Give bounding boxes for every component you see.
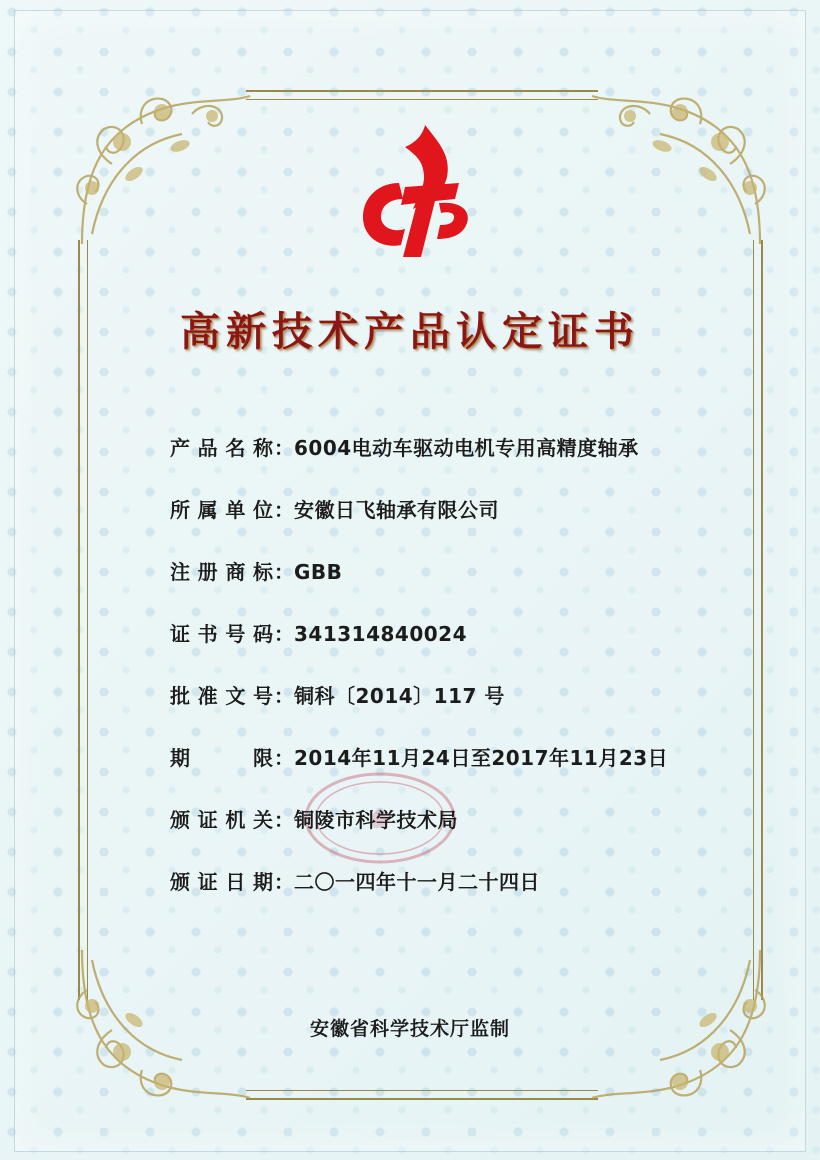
field-label: 注册商标 (170, 560, 274, 584)
field-label: 颁证机关 (170, 808, 274, 832)
frame-right-border (753, 240, 763, 1000)
field-colon: ： (274, 436, 294, 460)
frame-top-border (246, 90, 598, 100)
supervisor-footer: 安徽省科学技术厅监制 (309, 1018, 510, 1040)
field-colon: ： (274, 622, 294, 646)
field-label: 期 限 (170, 746, 274, 770)
field-colon: ： (274, 808, 294, 832)
field-label: 颁证日期 (170, 870, 274, 894)
field-value: 341314840024 (294, 622, 467, 646)
field-label: 产品名称 (170, 436, 274, 460)
frame-left-border (78, 240, 88, 1000)
torch-flame-emblem-icon (355, 125, 475, 260)
field-value: 安徽日飞轴承有限公司 (294, 498, 499, 522)
floral-ornament-icon (62, 84, 252, 254)
floral-ornament-icon (590, 84, 780, 254)
certificate-title: 高新技术产品认定证书 (180, 308, 640, 355)
field-validity-period (170, 742, 730, 804)
certificate-fields (170, 432, 730, 928)
field-issue-date (170, 866, 730, 928)
frame-bottom-border (246, 1090, 598, 1100)
field-value: 6004电动车驱动电机专用高精度轴承 (294, 436, 639, 460)
field-label: 证书号码 (170, 622, 274, 646)
field-value: 铜科〔2014〕117 号 (294, 684, 505, 708)
field-value: 二〇一四年十一月二十四日 (294, 870, 540, 894)
field-product-name (170, 432, 730, 494)
field-value: GBB (294, 560, 343, 584)
field-colon: ： (274, 870, 294, 894)
field-label: 批准文号 (170, 684, 274, 708)
field-value: 铜陵市科学技术局 (294, 808, 458, 832)
field-issuing-authority (170, 804, 730, 866)
field-colon: ： (274, 560, 294, 584)
field-company (170, 494, 730, 556)
field-approval-number (170, 680, 730, 742)
field-trademark (170, 556, 730, 618)
field-certificate-number (170, 618, 730, 680)
field-label: 所属单位 (170, 498, 274, 522)
field-colon: ： (274, 684, 294, 708)
field-colon: ： (274, 498, 294, 522)
field-value: 2014年11月24日至2017年11月23日 (294, 746, 669, 770)
field-colon: ： (274, 746, 294, 770)
